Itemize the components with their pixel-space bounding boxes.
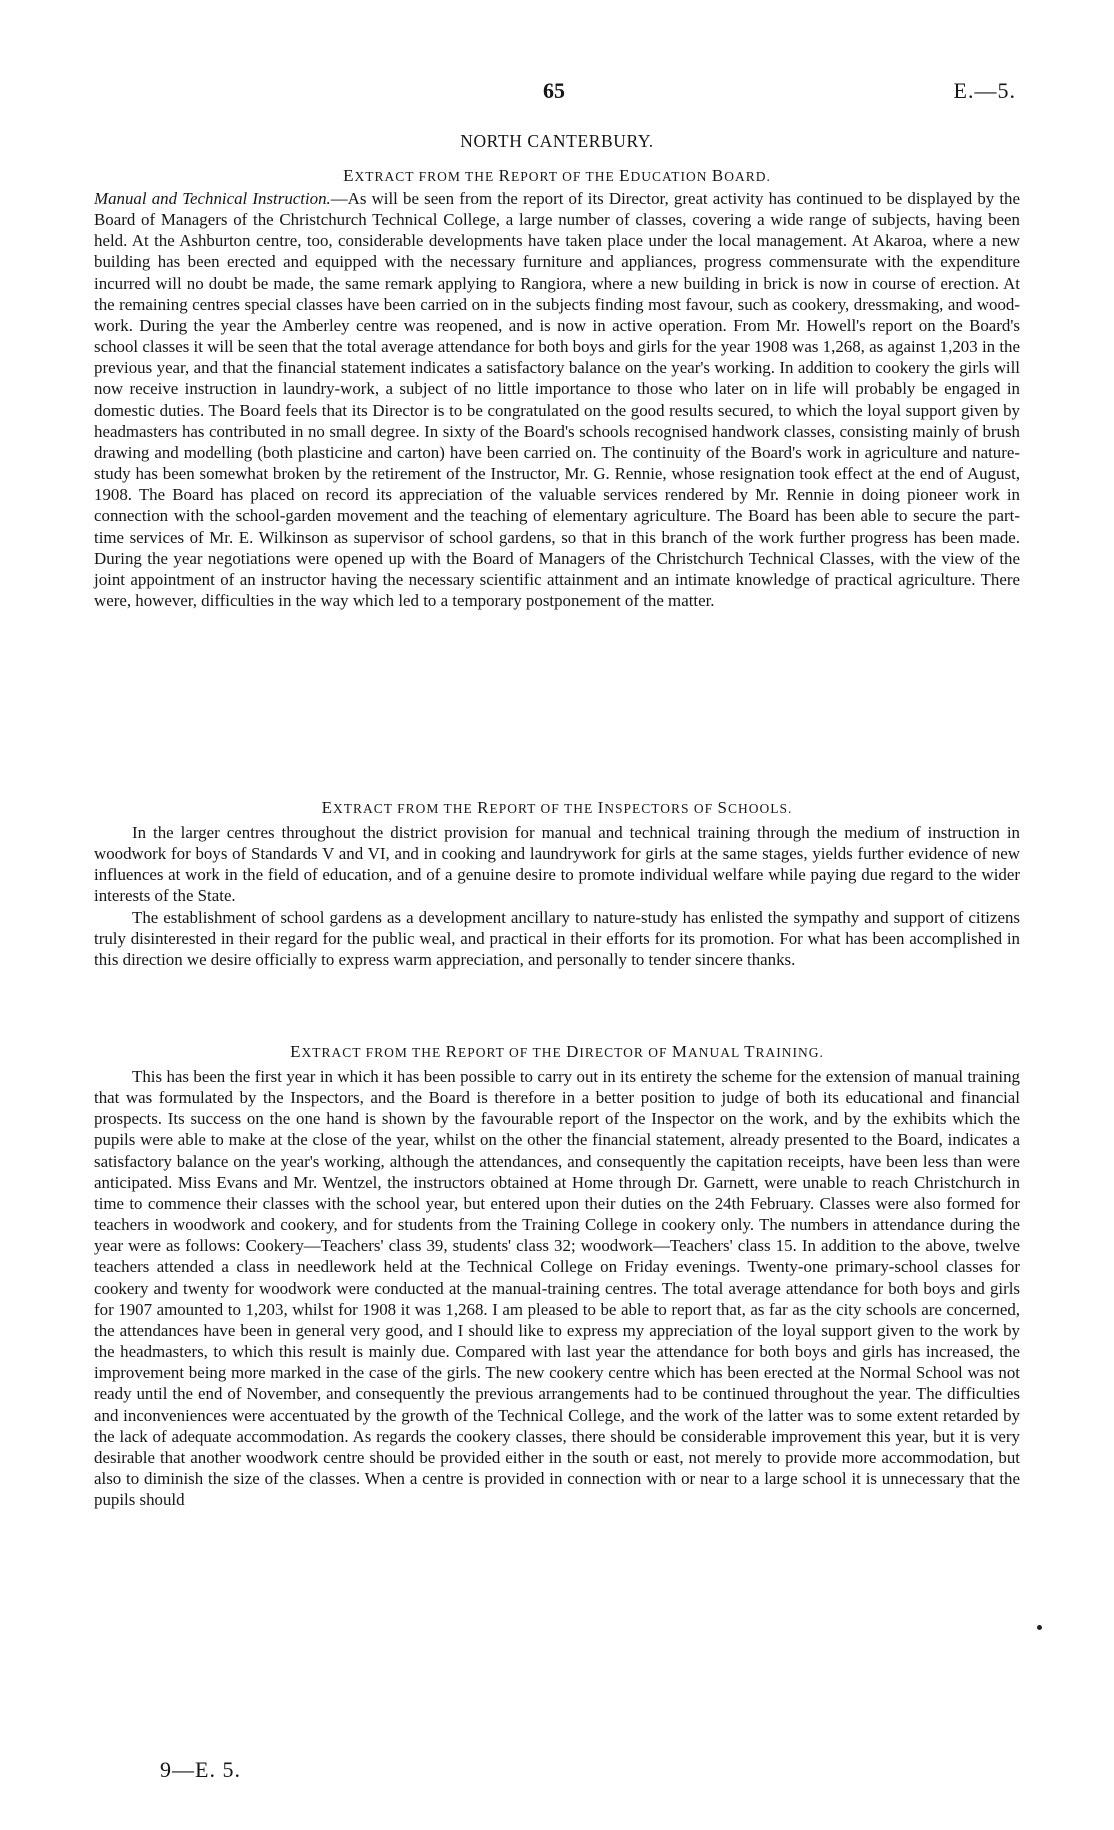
paragraph: This has been the first year in which it has been possible to carry out in its entirety the scheme for the extension of manual training that was formulated by the Inspectors, and the Board is therefore in a better position to judge of both its educational and financial prospects. Its success on the one hand is shown by the favourable report of the Inspector on the work, and by the exhibits which the pupils were able to make at the close of the year, whilst on the other the financial statement, already presented to the Board, indicates a satisfactory balance on the year's working, although the attendances, and consequently the capitation receipts, have been less than were anticipated. Miss Evans and Mr. Wentzel, the instructors obtained at Home through Dr. Garnett, were unable to reach Christchurch in time to commence their classes with the school year, but entered upon their duties on the 24th February. Classes were also formed for teachers in woodwork and cookery, and for students from the Training College in cookery only. The numbers in attendance during the year were as follows: Cookery—Teachers' class 39, students' class 32; woodwork—Teachers' class 15. In addition to the above, twelve teachers attended a class in needlework held at the Technical College on Friday evenings. Twenty-one primary-school classes for cookery and twenty for woodwork were conducted at the manual-training centres. The total average attendance for both boys and girls for 1907 amounted to 1,203, whilst for 1908 it was 1,268. I am pleased to be able to report that, as far as the city schools are concerned, the attendances have been in general very good, and I should like to express my appreciation of the loyal support given to the work by the headmasters, to which this result is mainly due. Compared with last year the attendance for both boys and girls has increased, the improvement being more marked in the case of the girls. The new cookery centre which has been erected at the Normal School was not ready until the end of November, and consequently the previous arrangements had to be continued throughout the year. The difficulties and inconveniences were accentuated by the growth of the Technical College, and the work of the latter was to some extent retarded by the lack of adequate accommodation. As regards the cookery classes, there should be considerable improvement this year, but it is very desirable that another woodwork centre should be provided either in the south or east, not merely to provide more accommodation, but also to diminish the size of the classes. When a centre is provided in connection with or near to a large school it is unnecessary that the pupils should	[94, 1067, 1020, 1510]
margin-mark	[1037, 1625, 1042, 1630]
section-director	[94, 1066, 1020, 1510]
page-number: 65	[543, 78, 565, 103]
paragraph: In the larger centres throughout the district provision for manual and technical training through the medium of instruction in woodwork for boys of Standards V and VI, and in cooking and laundrywork for girls at the same stages, yields further evidence of new influences at work in the field of education, and of a genuine desire to promote individual welfare while paying due regard to the wider interests of the State.	[94, 823, 1020, 906]
section-heading-inspectors: EXTRACT FROM THE REPORT OF THE INSPECTORS OF SCHOOLS.	[321, 798, 793, 817]
paragraph: —As will be seen from the report of its Director, great activity has continued to be displayed by the Board of Managers of the Christchurch Technical College, a large number of classes, covering a wide range of subjects, having been held. At the Ashburton centre, too, considerable developments have taken place under the local management. At Akaroa, where a new building has been erected and equipped with the necessary furniture and appliances, progress commensurate with the expenditure incurred will no doubt be made, the same remark applying to Rangiora, where a new building in brick is now in course of erection. At the remaining centres special classes have been carried on in the subjects finding most favour, such as cookery, dressmaking, and woodwork. During the year the Amberley centre was reopened, and is now in active operation. From Mr. Howell's report on the Board's school classes it will be seen that the total average attendance for both boys and girls for the year 1908 was 1,268, as against 1,203 in the previous year, and that the financial statement indicates a satisfactory balance on the year's working. In addition to cookery the girls will now receive instruction in laundry-work, a subject of no little importance to those who later on in life will probably be engaged in domestic duties. The Board feels that its Director is to be congratulated on the good results secured, to which the loyal support given by headmasters has contributed in no small degree. In sixty of the Board's schools recognised handwork classes, consisting mainly of brush drawing and modelling (both plasticine and carton) have been carried on. The continuity of the Board's work in agriculture and nature-study has been somewhat broken by the retirement of the Instructor, Mr. G. Rennie, whose resignation took effect at the end of August, 1908. The Board has placed on record its appreciation of the valuable services rendered by Mr. Rennie in doing pioneer work in connection with the school-garden movement and the teaching of elementary agriculture. The Board has been able to secure the part-time services of Mr. E. Wilkinson as supervisor of school gardens, so that in this branch of the work further progress has been made. During the year negotiations were opened up with the Board of Managers of the Christchurch Technical Classes, with the view of the joint appointment of an instructor having the necessary scientific attainment and an intimate knowledge of practical agriculture. There were, however, difficulties in the way which led to a temporary postponement of the matter.	[94, 189, 1021, 610]
section-lead: Manual and Technical Instruction.	[94, 189, 331, 208]
paragraph: The establishment of school gardens as a development ancillary to nature-study has enlisted the sympathy and support of citizens truly disinterested in their regard for the public weal, and practical in their efforts for its promotion. For what has been accomplished in this direction we desire officially to express warm appreciation, and personally to tender sincere thanks.	[94, 907, 1020, 969]
report-code: E.—5.	[953, 78, 1016, 103]
section-heading-education-board: EXTRACT FROM THE REPORT OF THE EDUCATION BOARD.	[343, 166, 771, 185]
region-title: NORTH CANTERBURY.	[460, 131, 654, 151]
section-inspectors	[94, 822, 1020, 970]
page-signature: 9—E. 5.	[160, 1757, 241, 1782]
page-header	[92, 78, 1016, 108]
section-heading-director: EXTRACT FROM THE REPORT OF THE DIRECTOR OF MANUAL TRAINING.	[290, 1042, 824, 1061]
section-education-board	[94, 188, 1020, 611]
